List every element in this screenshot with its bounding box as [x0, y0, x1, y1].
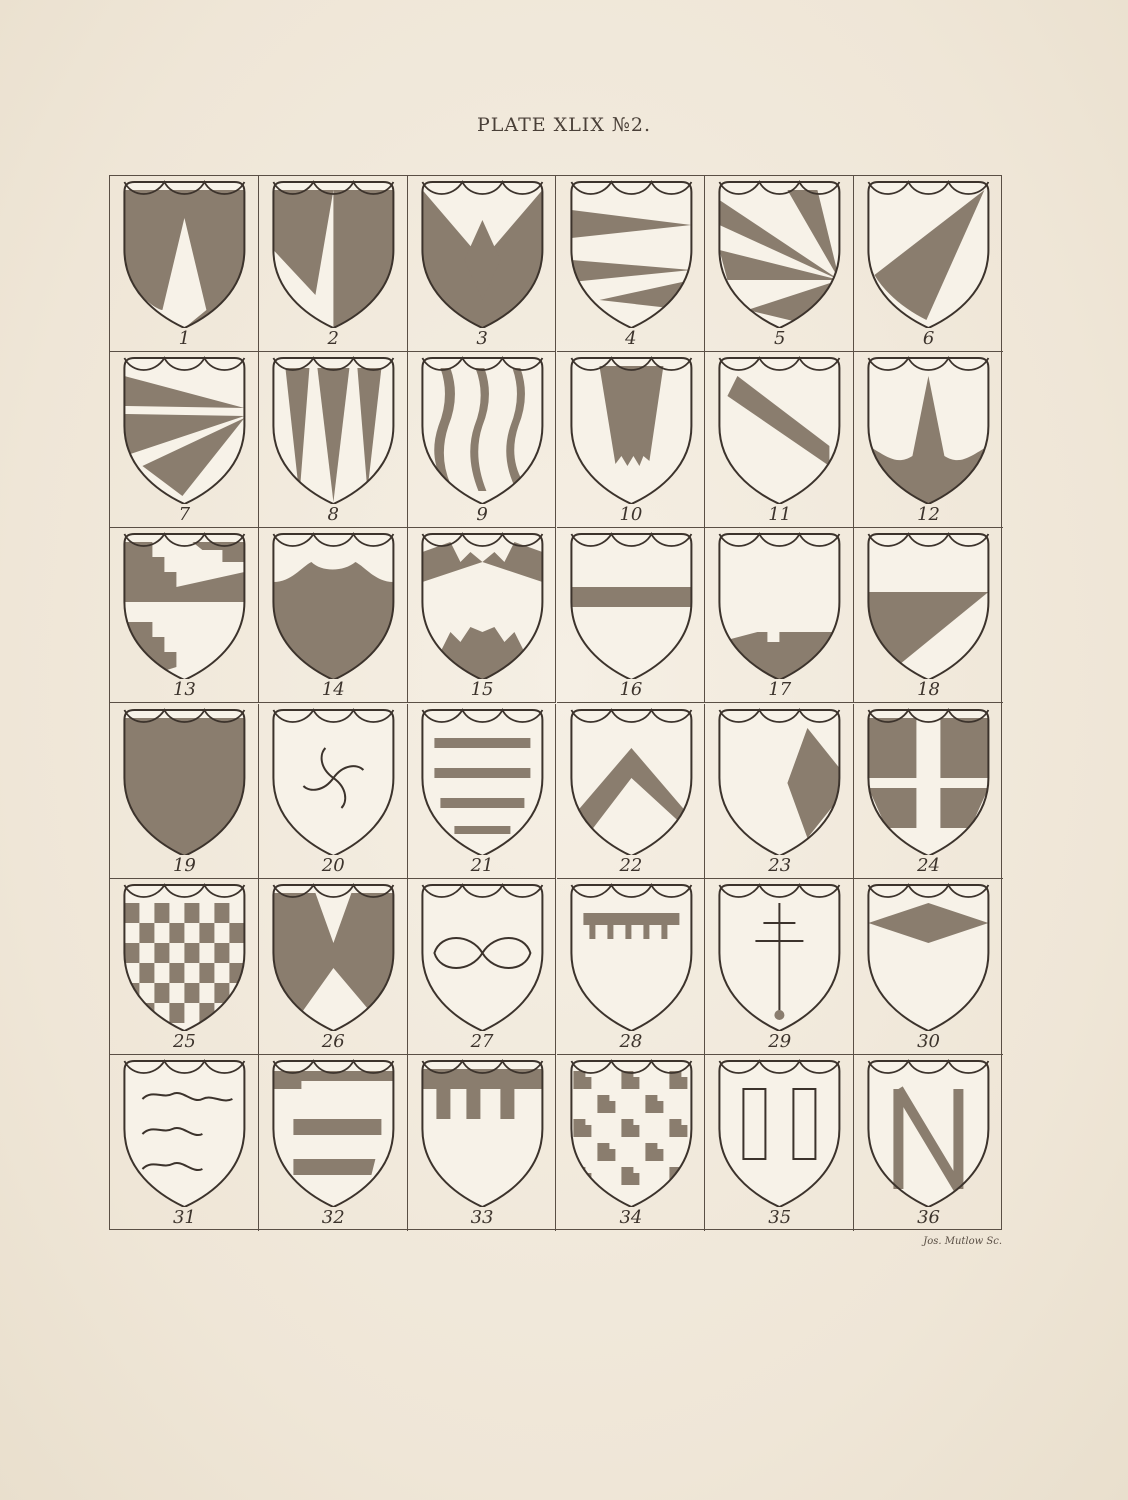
- shield-number: 36: [917, 1206, 941, 1228]
- shield-number: 14: [321, 679, 345, 701]
- shield-number: 30: [917, 1031, 941, 1053]
- shield-serpent-nowed: [408, 879, 557, 1031]
- plate-title: PLATE XLIX №2.: [477, 114, 651, 136]
- shield-pile-in-bend: [854, 176, 1003, 328]
- shield-pile-embattled: [557, 352, 706, 504]
- shield-bars-bent: [259, 1055, 408, 1207]
- shield-cell: [854, 176, 1003, 352]
- shield-bend-with-nails: [705, 352, 854, 504]
- shield-number: 15: [470, 679, 494, 701]
- shield-number: 28: [619, 1031, 643, 1053]
- shield-number: 24: [917, 855, 941, 877]
- shield-lozenge-in-chief: [854, 879, 1003, 1031]
- shield-number: 11: [768, 503, 792, 525]
- shield-number: 10: [619, 503, 643, 525]
- shield-number: 16: [619, 679, 643, 701]
- shield-cell: [110, 704, 259, 880]
- shield-pallets-in-chief: [408, 1055, 557, 1207]
- shield-cell: [259, 176, 408, 352]
- shield-cell: [408, 879, 557, 1055]
- shield-cell: [110, 352, 259, 528]
- shield-chevron-reversed: [259, 879, 408, 1031]
- shield-number: 13: [172, 679, 196, 701]
- shield-fylfot-crescents: [259, 704, 408, 856]
- shield-flanch: [705, 704, 854, 856]
- shield-chevron-couped: [110, 704, 259, 856]
- shield-cell: [705, 176, 854, 352]
- shield-number: 20: [321, 855, 345, 877]
- shield-number: 4: [625, 327, 637, 349]
- shield-cell: [854, 704, 1003, 880]
- shield-embattled-base: [705, 528, 854, 680]
- shield-cell: [259, 879, 408, 1055]
- shield-cross-quarterly: [854, 704, 1003, 856]
- shield-cell: [408, 704, 557, 880]
- shield-cell: [408, 176, 557, 352]
- shield-checky-in-perspective: [110, 879, 259, 1031]
- shield-number: 8: [327, 503, 339, 525]
- shield-cell: [854, 879, 1003, 1055]
- shield-rack-with-hooks: [557, 879, 706, 1031]
- shield-cell: [110, 1055, 259, 1231]
- shield-number: 23: [768, 855, 792, 877]
- shield-cell: [854, 1055, 1003, 1231]
- shield-cell: [110, 176, 259, 352]
- shield-number: 6: [922, 327, 935, 349]
- shield-number: 18: [917, 679, 941, 701]
- shield-number: 26: [321, 1031, 345, 1053]
- shield-cell: [557, 879, 706, 1055]
- shield-cell: [259, 528, 408, 704]
- shield-per-bend: [854, 528, 1003, 680]
- shield-pile-issuing-from-base: [854, 352, 1003, 504]
- shield-cell: [557, 1055, 706, 1231]
- shield-lozenge-in-pile: [408, 176, 557, 328]
- shield-cell: [259, 704, 408, 880]
- shield-piles-from-sinister: [110, 352, 259, 504]
- shield-nebuly: [408, 528, 557, 680]
- shield-patriarchal-cross: [705, 879, 854, 1031]
- shield-number: 9: [476, 503, 488, 525]
- shield-cell: [110, 528, 259, 704]
- shield-bend-indented: [110, 528, 259, 680]
- shield-grid: [109, 175, 1002, 1230]
- shield-number: 29: [768, 1031, 792, 1053]
- shield-chevron: [557, 704, 706, 856]
- shield-number: 22: [619, 855, 643, 877]
- shield-fess-with-chief: [557, 528, 706, 680]
- shield-bars-with-mounds: [408, 704, 557, 856]
- shield-number: 34: [619, 1206, 643, 1228]
- shield-gyronny-from-sinister: [705, 176, 854, 328]
- shield-number: 2: [327, 327, 339, 349]
- shield-cell: [705, 879, 854, 1055]
- shield-number: 1: [178, 327, 191, 349]
- shield-chief-invected: [259, 528, 408, 680]
- shield-number: 3: [476, 327, 488, 349]
- shield-piles-in-fess: [557, 176, 706, 328]
- shield-number: 21: [470, 855, 494, 877]
- shield-number: 35: [768, 1206, 792, 1228]
- shield-two-gauntlets: [705, 1055, 854, 1207]
- shield-number: 19: [172, 855, 196, 877]
- shield-number: 31: [172, 1206, 196, 1228]
- shield-cell: [854, 352, 1003, 528]
- shield-cell: [408, 528, 557, 704]
- shield-cell: [408, 1055, 557, 1231]
- shield-number: 33: [470, 1206, 494, 1228]
- shield-number: 17: [768, 679, 792, 701]
- shield-cell: [110, 879, 259, 1055]
- shield-vair-counter: [557, 1055, 706, 1207]
- shield-cell: [557, 352, 706, 528]
- shield-pile-per-pale: [259, 176, 408, 328]
- shield-cell: [408, 352, 557, 528]
- shield-cell: [259, 1055, 408, 1231]
- shield-letter-N: [854, 1055, 1003, 1207]
- shield-cell: [705, 352, 854, 528]
- shield-cell: [259, 352, 408, 528]
- shield-pile: [110, 176, 259, 328]
- shield-cell: [705, 704, 854, 880]
- engraver-signature: Jos. Mutlow Sc.: [923, 1236, 1002, 1247]
- shield-cell: [705, 528, 854, 704]
- shield-number: 12: [917, 503, 941, 525]
- shield-number: 7: [178, 503, 191, 525]
- shield-cell: [557, 704, 706, 880]
- shield-fret-clouds: [110, 1055, 259, 1207]
- shield-pallets-wavy: [408, 352, 557, 504]
- shield-number: 32: [321, 1206, 345, 1228]
- shield-cell: [705, 1055, 854, 1231]
- shield-number: 27: [470, 1031, 494, 1053]
- shield-cell: [557, 176, 706, 352]
- shield-three-piles: [259, 352, 408, 504]
- shield-cell: [557, 528, 706, 704]
- shield-number: 5: [774, 327, 786, 349]
- shield-cell: [854, 528, 1003, 704]
- shield-number: 25: [172, 1031, 196, 1053]
